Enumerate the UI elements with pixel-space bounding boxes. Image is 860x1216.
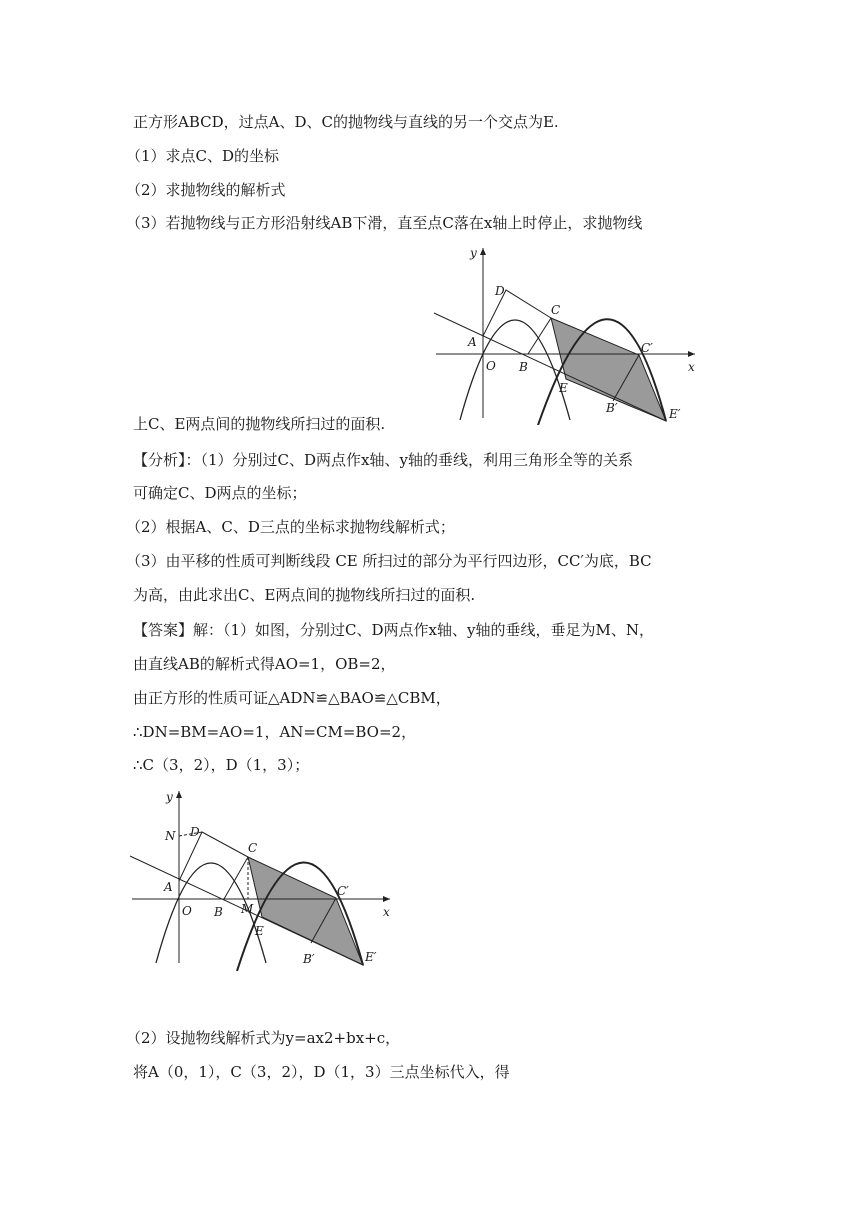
- x-axis-arrow: [688, 351, 695, 357]
- label-c-prime: C′: [641, 341, 653, 355]
- analysis-line-1: 【分析】：（1）分别过C、D两点作x轴、y轴的垂线，利用三角形全等的关系: [133, 451, 633, 469]
- label-c: C: [248, 841, 258, 855]
- label-e-prime: E′: [669, 407, 681, 421]
- y-axis-arrow: [176, 791, 182, 798]
- analysis-line-2: 可确定C、D两点的坐标；: [133, 484, 307, 502]
- label-b: B: [214, 905, 223, 919]
- label-c: C: [551, 303, 561, 317]
- problem-line-1: 正方形ABCD，过点A、D、C的抛物线与直线的另一个交点为E.: [133, 113, 559, 131]
- problem-line-5: 上C、E两点间的抛物线所扫过的面积.: [133, 415, 386, 433]
- answer-line-3: 由正方形的性质可证△ADN≌△BAO≌△CBM，: [133, 689, 451, 707]
- label-b-prime: B′: [606, 401, 618, 415]
- question-2: （2）求抛物线的解析式: [126, 181, 286, 199]
- label-c-prime: C′: [337, 884, 349, 898]
- answer-line-2: 由直线AB的解析式得AO=1，OB=2，: [133, 655, 396, 673]
- label-x: x: [383, 905, 390, 919]
- label-d: D: [495, 284, 505, 298]
- answer-line-4: ∴DN=BM=AO=1，AN=CM=BO=2，: [133, 723, 417, 741]
- square-abcd: [179, 832, 248, 899]
- x-axis-arrow: [383, 896, 390, 902]
- square-abcd: [483, 290, 551, 354]
- label-b-prime: B′: [303, 952, 315, 966]
- label-o: O: [486, 359, 496, 373]
- label-y: y: [470, 246, 477, 260]
- answer-line-5: ∴C（3，2），D（1，3）；: [133, 756, 310, 774]
- figure-2-svg: [128, 785, 398, 975]
- answer-line-6: （2）设抛物线解析式为y=ax2+bx+c，: [126, 1029, 401, 1047]
- label-o: O: [182, 904, 192, 918]
- answer-line-7: 将A（0，1），C（3，2），D（1，3）三点坐标代入，得: [133, 1063, 510, 1081]
- label-d: D: [190, 825, 200, 839]
- label-e: E: [255, 924, 264, 938]
- analysis-line-4: （3）由平移的性质可判断线段 CE 所扫过的部分为平行四边形，CC′为底，BC: [126, 552, 652, 570]
- label-e-prime: E′: [365, 950, 377, 964]
- label-n: N: [165, 829, 176, 843]
- figure-1-svg: [430, 240, 700, 425]
- label-y: y: [166, 790, 173, 804]
- label-a: A: [468, 335, 477, 349]
- answer-line-1: 【答案】解：（1）如图，分别过C、D两点作x轴、y轴的垂线，垂足为M、N，: [133, 621, 654, 639]
- analysis-line-3: （2）根据A、C、D三点的坐标求抛物线解析式；: [126, 518, 455, 536]
- analysis-line-5: 为高，由此求出C、E两点间的抛物线所扫过的面积.: [133, 586, 476, 604]
- question-1: （1）求点C、D的坐标: [126, 147, 280, 165]
- label-x: x: [688, 360, 695, 374]
- y-axis-arrow: [480, 248, 486, 255]
- question-3: （3）若抛物线与正方形沿射线AB下滑，直至点C落在x轴上时停止，求抛物线: [126, 214, 643, 232]
- label-b: B: [519, 360, 528, 374]
- figure-1: [430, 240, 700, 425]
- label-a: A: [164, 880, 173, 894]
- label-m: M: [241, 902, 254, 916]
- label-e: E: [559, 381, 568, 395]
- figure-2: [128, 785, 398, 975]
